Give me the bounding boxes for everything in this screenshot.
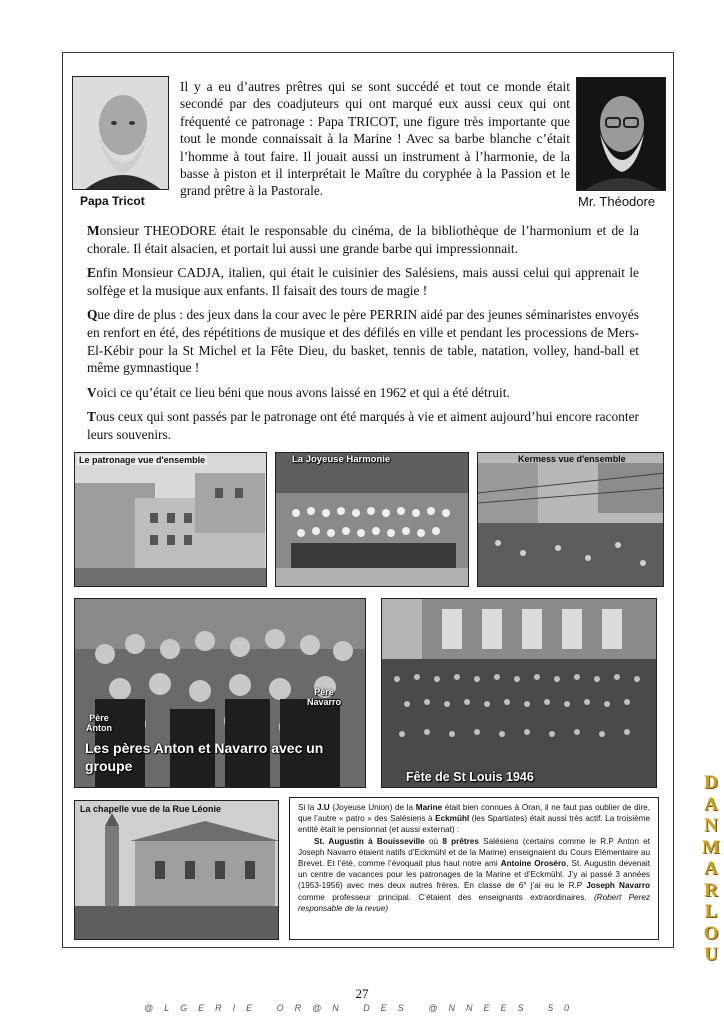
mark-letter: U bbox=[704, 944, 718, 965]
mark-letter: D bbox=[704, 772, 718, 793]
photo-patronage bbox=[74, 452, 267, 587]
page-number: 27 bbox=[355, 986, 369, 1001]
info-box-salesiens bbox=[289, 797, 659, 940]
portrait-caption-right: Mr. Théodore bbox=[578, 194, 656, 209]
mark-letter: A bbox=[704, 793, 718, 815]
caption-fete-st-louis: Fête de St Louis 1946 bbox=[406, 770, 534, 784]
photo-kermess bbox=[477, 452, 664, 587]
label-pere-navarro: Père Navarro bbox=[306, 687, 342, 707]
mark-letter: A bbox=[704, 858, 718, 879]
caption-patronage: Le patronage vue d'ensemble bbox=[79, 455, 206, 465]
info-paragraph-1: Si la J.U (Joyeuse Union) de la Marine était bien connues à Oran, il ne faut pas oublier de dire, que l’autre « patro » des Salésiens à Eckmühl (les Spartiates) était aussi très actif. La troisième entité était le pensionnat (et aussi externat) : bbox=[298, 803, 651, 835]
paragraph-theodore: Monsieur THEODORE était le responsable du cinéma, de la bibliothèque de l’harmonium et de la chorale. Il était alsacien, et portait lui aussi une grande barbe qui impressionnait. bbox=[87, 223, 639, 256]
photo-joyeuse-harmonie bbox=[275, 452, 469, 587]
photo-groupe-peres bbox=[74, 598, 366, 788]
body-text bbox=[87, 222, 639, 451]
portrait-papa-tricot bbox=[72, 76, 169, 190]
caption-joyeuse-harmonie: La Joyeuse Harmonie bbox=[292, 454, 391, 465]
danmarlou-vertical-mark bbox=[700, 772, 722, 992]
mark-letter: L bbox=[704, 901, 718, 922]
intro-paragraph: Il y a eu d’autres prêtres qui se sont succédé et tout ce monde était secondé par des coadjuteurs qui ont marqué eux aussi ceux qui ont fréquenté ce patronage : Papa TRICOT, une figure très importante que tout le monde connaissait à la Marine ! Avec sa barbe blanche c’était l’homme à tout faire. Il jouait aussi un instrument à l’harmonie, de la basse à piston et il interprétait le Maître du coryphée à la Passion et le grand prêtre à la Pastorale. bbox=[180, 79, 570, 199]
info-paragraph-2: St. Augustin à Bouisseville où 8 prêtres Salésiens (certains comme le R.P Anton et Joseph Navarro étaient natifs d’Eckmühl et de la Marine) enseignaient du Cours Elémentaire au Brevet. Et l’été, comme l’évoquait plus haut notre ami Antoine Oroséro, St. Augustin devenait un centre de vacances pour les patronages de la Marine et d’Eckmühl. J’y ai passé 3 années (1953-1956) avec mes deux autres frères. En classe de 6° j’ai eu le R.P Joseph Navarro comme professeur principal. C’étaient des enseignants extraordinaires. (Robert Perez responsable de la revue) bbox=[298, 836, 651, 913]
footer-title: @LGERIE OR@N DES @NNEES 50 bbox=[144, 1003, 580, 1013]
caption-chapelle: La chapelle vue de la Rue Léonie bbox=[80, 804, 222, 814]
photo-chapelle bbox=[74, 800, 279, 940]
paragraph-souvenirs: Tous ceux qui sont passés par le patronage ont été marqués à vie et aiment aujourd’hui encore raconter leurs souvenirs. bbox=[87, 409, 639, 442]
photo-fete-st-louis bbox=[381, 598, 657, 788]
caption-kermess: Kermess vue d'ensemble bbox=[518, 454, 626, 464]
portrait-mr-theodore bbox=[576, 77, 666, 191]
mark-letter: N bbox=[704, 815, 718, 836]
portrait-caption-left: Papa Tricot bbox=[80, 194, 145, 208]
paragraph-cadja: Enfin Monsieur CADJA, italien, qui était le cuisinier des Salésiens, mais aussi celui qui apprenait le solfège et la musique aux enfants. Il faisait des tours de magie ! bbox=[87, 265, 639, 298]
paragraph-lieu: Voici ce qu’était ce lieu béni que nous avons laissé en 1962 et qui a été détruit. bbox=[87, 384, 510, 400]
mark-letter: O bbox=[703, 922, 719, 944]
mark-letter: R bbox=[704, 879, 718, 901]
label-pere-anton: Père Anton bbox=[86, 713, 112, 733]
mark-letter: M bbox=[702, 836, 720, 858]
caption-groupe-peres: Les pères Anton et Navarro avec un groupe bbox=[85, 740, 324, 774]
paragraph-activities: Que dire de plus : des jeux dans la cour avec le père PERRIN aidé par des jeunes séminaristes envoyés en renfort en été, des répétitions de musique et des défilés en ville et pendant les processions de Mers-El-Kébir pour la St Michel et la Fête Dieu, du basket, tennis de table, natation, volley, hand-ball et même gymnastique ! bbox=[87, 307, 639, 376]
